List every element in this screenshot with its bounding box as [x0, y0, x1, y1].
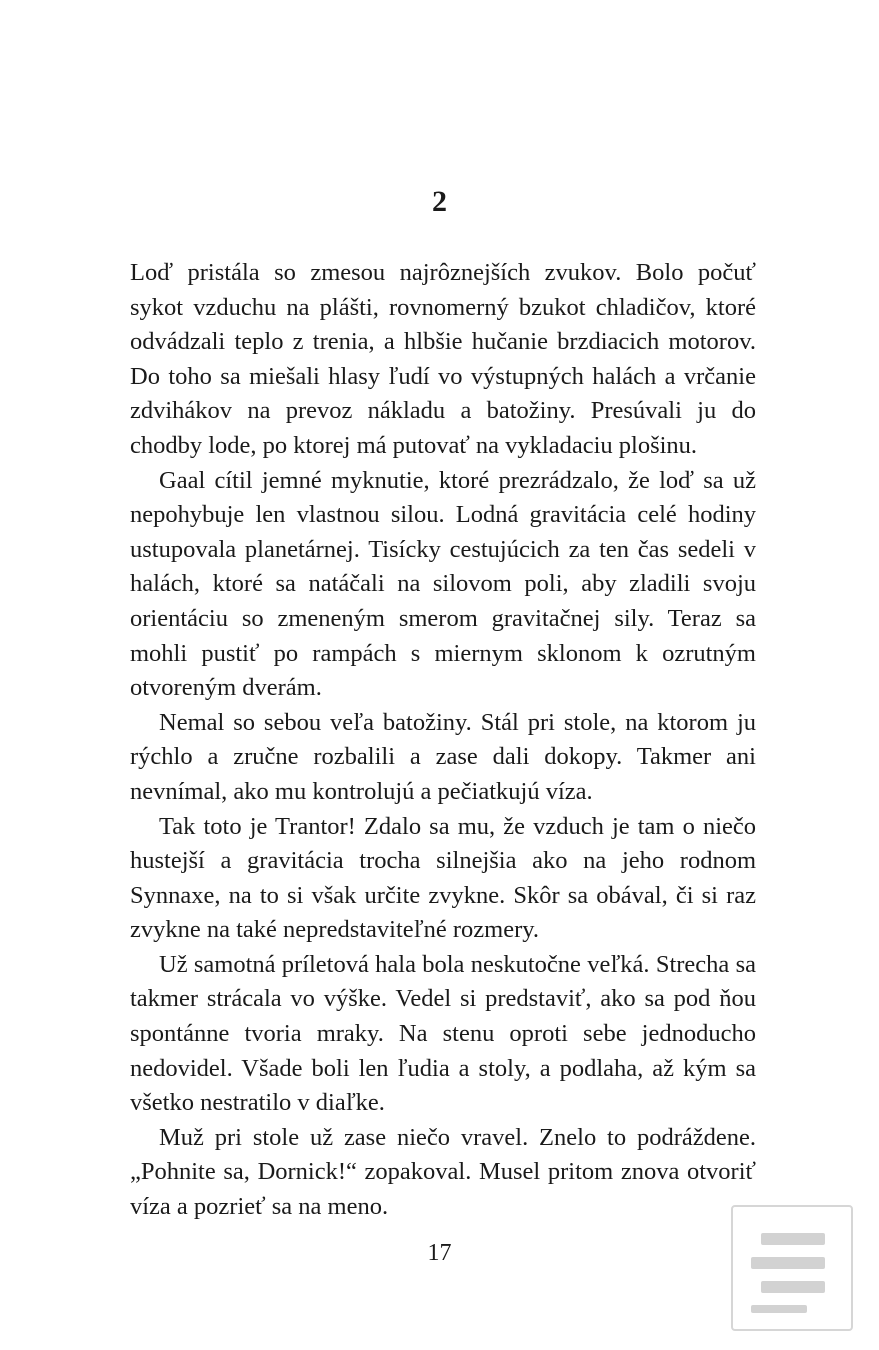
- paragraph-5: Už samotná príletová hala bola neskutočne veľká. Strecha sa takmer strácala vo výške. Vedel si predstaviť, ako sa pod ňou spontánne tvoria mraky. Na stenu oproti sebe jednoducho nedovidel. Všade boli len ľudia a stoly, a podlaha, až kým sa všetko nestratilo v diaľke.: [130, 950, 756, 1117]
- paragraph-4: Tak toto je Trantor! Zdalo sa mu, že vzduch je tam o niečo hustejší a gravitácia trocha silnejšia ako na jeho rodnom Synnaxe, na to si však určite zvykne. Skôr sa obával, či si raz zvykne na také nepredstaviteľné rozmery.: [130, 812, 756, 944]
- paragraph-2: Gaal cítil jemné myknutie, ktoré prezrádzalo, že loď sa už nepohybuje len vlastnou silou. Lodná gravitácia celé hodiny ustupovala planetárnej. Tisícky cestujúcich za ten čas sedeli v halách, ktoré sa natáčali na silovom poli, aby zladili svoju orientáciu so zmeneným smerom gravitačnej sily. Teraz sa mohli pustiť po rampách s miernym sklonom k ozrutným otvoreným dverám.: [130, 466, 756, 702]
- paragraph-6: Muž pri stole už zase niečo vravel. Znelo to podráždene. „Pohnite sa, Dornick!“ zopakoval. Musel pritom znova otvoriť víza a pozrieť sa na meno.: [130, 1123, 756, 1221]
- page-number: 17: [427, 1240, 452, 1266]
- watermark-bar: [761, 1233, 825, 1245]
- watermark-logo-icon: [731, 1205, 853, 1331]
- watermark-bar: [761, 1281, 825, 1293]
- paragraph-3: Nemal so sebou veľa batožiny. Stál pri stole, na ktorom ju rýchlo a zručne rozbalili a zase dali dokopy. Takmer ani nevnímal, ako mu kontrolujú a pečiatkujú víza.: [130, 708, 756, 805]
- watermark-bar: [751, 1257, 825, 1269]
- watermark-bar: [751, 1305, 807, 1313]
- body-text: [130, 256, 756, 1225]
- paragraph-1: Loď pristála so zmesou najrôznejších zvukov. Bolo počuť sykot vzduchu na plášti, rovnomerný bzukot chladičov, ktoré odvádzali teplo z trenia, a hlbšie hučanie brzdiacich motorov. Do toho sa miešali hlasy ľudí vo výstupných halách a vrčanie zdvihákov na prevoz nákladu a batožiny. Presúvali ju do chodby lode, po ktorej má putovať na vykladaciu plošinu.: [130, 259, 756, 459]
- chapter-number: 2: [432, 185, 447, 218]
